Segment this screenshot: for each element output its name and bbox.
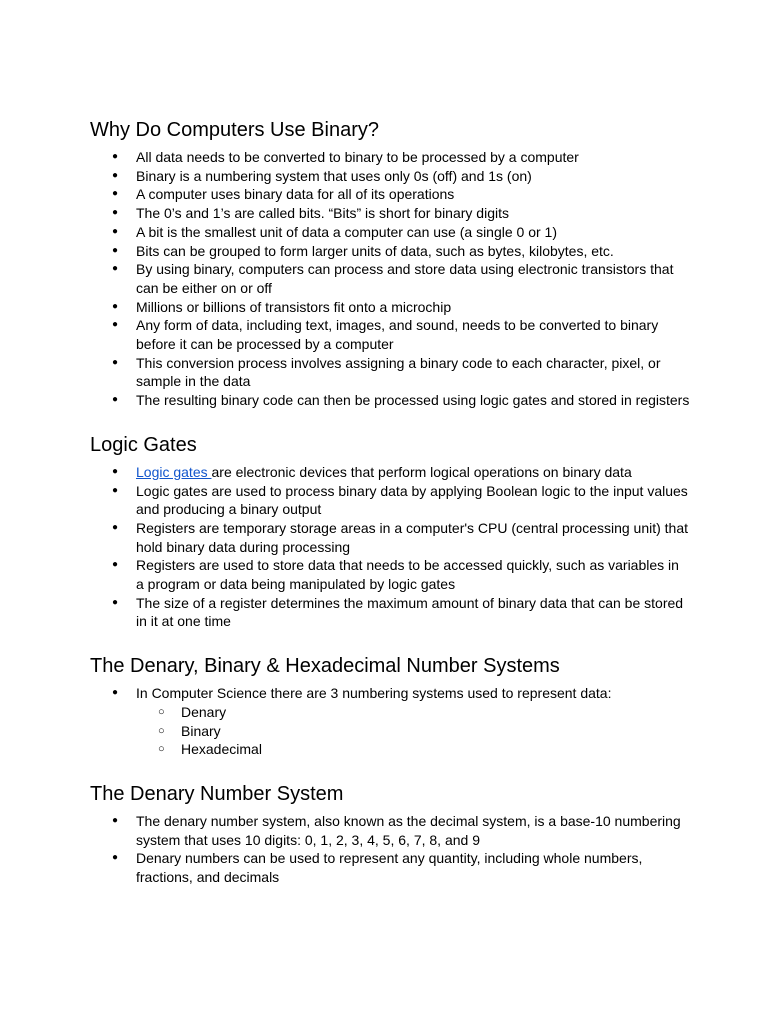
list-item: ● Registers are used to store data that needs to be accessed quickly, such as variables in a program or data being manipulated by logic gates [90,556,690,593]
sub-list-item: ○ Denary [136,703,690,722]
list-item: ● Denary numbers can be used to represent any quantity, including whole numbers, fractions, and decimals [90,849,690,886]
list-item: ● By using binary, computers can process and store data using electronic transistors that can be either on or off [90,260,690,297]
section-heading: The Denary, Binary & Hexadecimal Number Systems [90,655,560,678]
list-item: ● The denary number system, also known as the decimal system, is a base-10 numbering system that uses 10 digits: 0, 1, 2, 3, 4, 5, 6, 7, 8, and 9 [90,812,690,849]
list-item: ● A bit is the smallest unit of data a computer can use (a single 0 or 1) [90,223,690,242]
list-item: ● This conversion process involves assigning a binary code to each character, pixel, or sample in the data [90,354,690,391]
bullet-list [90,463,690,631]
sub-list-item: ○ Binary [136,722,690,741]
section-heading: Logic Gates [90,433,197,456]
bullet-list [90,812,690,887]
list-item: ● Binary is a numbering system that uses only 0s (off) and 1s (on) [90,167,690,186]
logic-gates-link[interactable]: Logic gates [136,463,212,480]
list-item: ● The resulting binary code can then be processed using logic gates and stored in registers [90,391,690,410]
sub-list-item: ○ Hexadecimal [136,740,690,759]
section-heading: Why Do Computers Use Binary? [90,119,379,141]
list-item-text: are electronic devices that perform logical operations on binary data [211,463,632,480]
list-item: ● Bits can be grouped to form larger units of data, such as bytes, kilobytes, etc. [90,242,690,261]
section-why-binary [90,118,690,410]
list-item [90,684,690,759]
bullet-list [90,684,690,759]
list-item: ● The size of a register determines the maximum amount of binary data that can be stored in it at one time [90,594,690,631]
list-item-text: In Computer Science there are 3 numbering systems used to represent data: [136,685,612,702]
list-item [90,463,690,482]
list-item: ● The 0’s and 1’s are called bits. “Bits” is short for binary digits [90,204,690,223]
list-item: ● Millions or billions of transistors fit onto a microchip [90,298,690,317]
section-denary-system [90,782,690,887]
list-item: ● All data needs to be converted to binary to be processed by a computer [90,148,690,167]
bullet-list [90,148,690,410]
list-item: ● A computer uses binary data for all of its operations [90,185,690,204]
document-page [90,118,690,887]
list-item: ● Any form of data, including text, images, and sound, needs to be converted to binary before it can be processed by a computer [90,316,690,353]
section-heading: The Denary Number System [90,782,344,805]
list-item: ● Registers are temporary storage areas in a computer's CPU (central processing unit) that hold binary data during processing [90,519,690,556]
section-number-systems [90,654,690,759]
list-item: ● Logic gates are used to process binary data by applying Boolean logic to the input values and producing a binary output [90,482,690,519]
sub-bullet-list [136,703,690,759]
section-logic-gates [90,433,690,631]
